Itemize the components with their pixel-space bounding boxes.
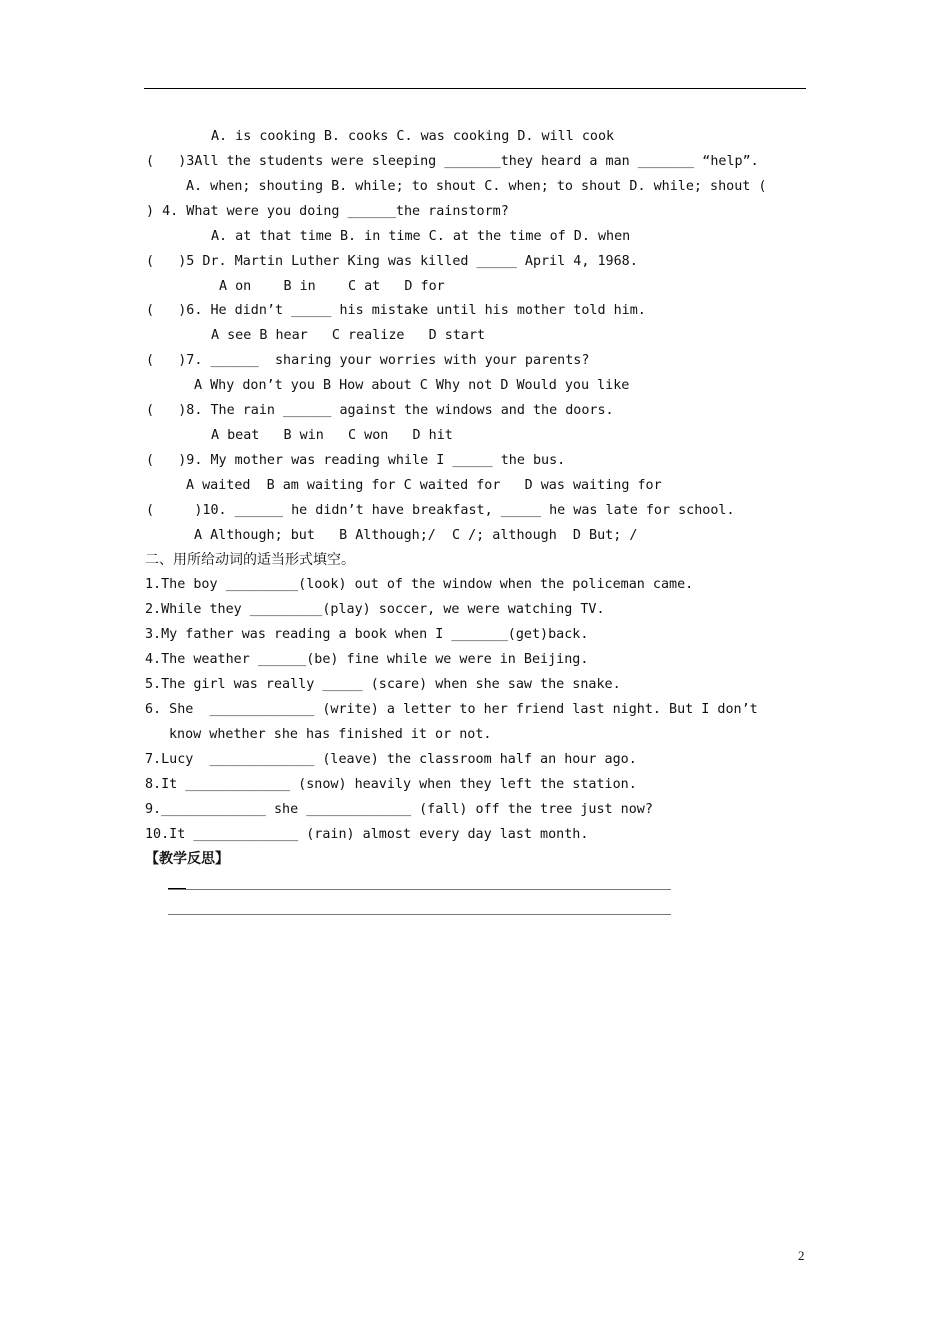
option-line: A Although; but B Although;/ C /; although D But; / (194, 528, 638, 543)
fill-item-3: 3.My father was reading a book when I _______(get)back. (145, 627, 589, 642)
question-5: ( )5 Dr. Martin Luther King was killed _____ April 4, 1968. (146, 254, 638, 269)
question-6: ( )6. He didn’t _____ his mistake until his mother told him. (146, 303, 646, 318)
fill-item-8: 8.It _____________ (snow) heavily when they left the station. (145, 777, 637, 792)
fill-item-9: 9._____________ she _____________ (fall) off the tree just now? (145, 802, 653, 817)
fill-item-5: 5.The girl was really _____ (scare) when she saw the snake. (145, 677, 621, 692)
fill-item-6: 6. She _____________ (write) a letter to her friend last night. But I don’t (145, 702, 758, 717)
reflection-heading: 【教学反思】 (145, 851, 229, 867)
fill-item-7: 7.Lucy _____________ (leave) the classroom half an hour ago. (145, 752, 637, 767)
option-line: A beat B win C won D hit (211, 428, 453, 443)
fill-item-6-continued: know whether she has finished it or not. (169, 727, 492, 742)
fill-item-2: 2.While they _________(play) soccer, we were watching TV. (145, 602, 605, 617)
fill-item-10: 10.It _____________ (rain) almost every day last month. (145, 827, 589, 842)
question-4: ) 4. What were you doing ______the rainstorm? (146, 204, 509, 219)
question-9: ( )9. My mother was reading while I _____ the bus. (146, 453, 566, 468)
question-8: ( )8. The rain ______ against the windows and the doors. (146, 403, 614, 418)
fill-item-1: 1.The boy _________(look) out of the window when the policeman came. (145, 577, 694, 592)
question-3: ( )3All the students were sleeping _______they heard a man _______ “help”. (146, 154, 759, 169)
option-line: A Why don’t you B How about C Why not D Would you like (194, 378, 630, 393)
option-line: A on B in C at D for (219, 279, 445, 294)
reflection-write-line (168, 889, 671, 890)
option-line: A see B hear C realize D start (211, 328, 486, 343)
page-number: 2 (798, 1248, 805, 1263)
question-10: ( )10. ______ he didn’t have breakfast, _____ he was late for school. (146, 503, 735, 518)
fill-item-4: 4.The weather ______(be) fine while we were in Beijing. (145, 652, 589, 667)
reflection-write-line (168, 914, 671, 915)
question-7: ( )7. ______ sharing your worries with your parents? (146, 353, 590, 368)
option-line: A waited B am waiting for C waited for D was waiting for (186, 478, 662, 493)
reflection-write-line-mark (168, 888, 186, 889)
option-line: A. at that time B. in time C. at the time of D. when (211, 229, 631, 244)
option-line: A. when; shouting B. while; to shout C. when; to shout D. while; shout ( (186, 179, 767, 194)
header-rule (144, 88, 806, 89)
option-line: A. is cooking B. cooks C. was cooking D. will cook (211, 129, 615, 144)
section-heading: 二、用所给动词的适当形式填空。 (145, 552, 355, 568)
